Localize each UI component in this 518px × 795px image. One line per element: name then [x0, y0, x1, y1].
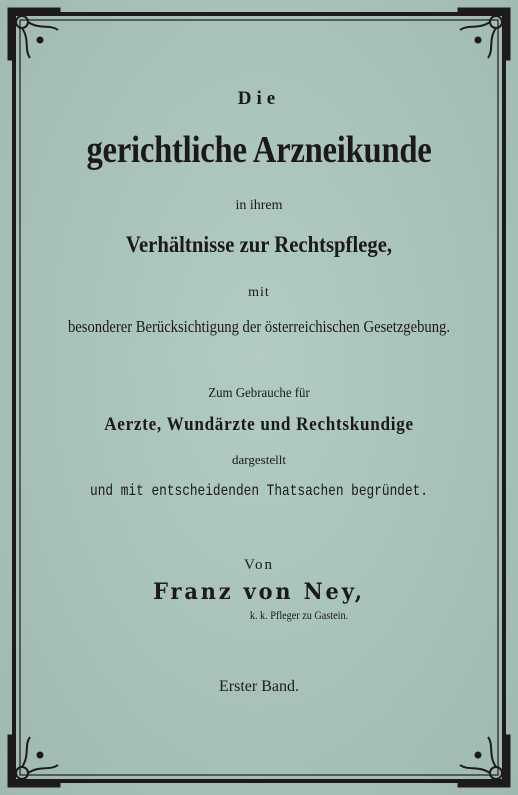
subtitle-mit: mit [248, 285, 270, 300]
author-name: Franz von Ney, [153, 579, 365, 605]
author-by: Von [244, 557, 274, 573]
audience-groups: Aerzte, Wundärzte und Rechtskundige [104, 414, 414, 435]
subtitle: Verhältnisse zur Rechtspflege, [125, 232, 393, 257]
main-title: gerichtliche Arzneikunde [86, 129, 432, 171]
audience-founded: und mit entscheidenden Thatsachen begründet. [90, 482, 428, 500]
title-connector: in ihrem [235, 198, 283, 213]
title-pre: Die [237, 88, 281, 109]
author-position: k. k. Pfleger zu Gastein. [249, 608, 349, 622]
volume-label: Erster Band. [219, 678, 299, 695]
subtitle-regard: besonderer Berücksichtigung der österreichischen Gesetzgebung. [67, 317, 451, 336]
audience-intro: Zum Gebrauche für [208, 386, 310, 401]
audience-presented: dargestellt [232, 452, 286, 467]
